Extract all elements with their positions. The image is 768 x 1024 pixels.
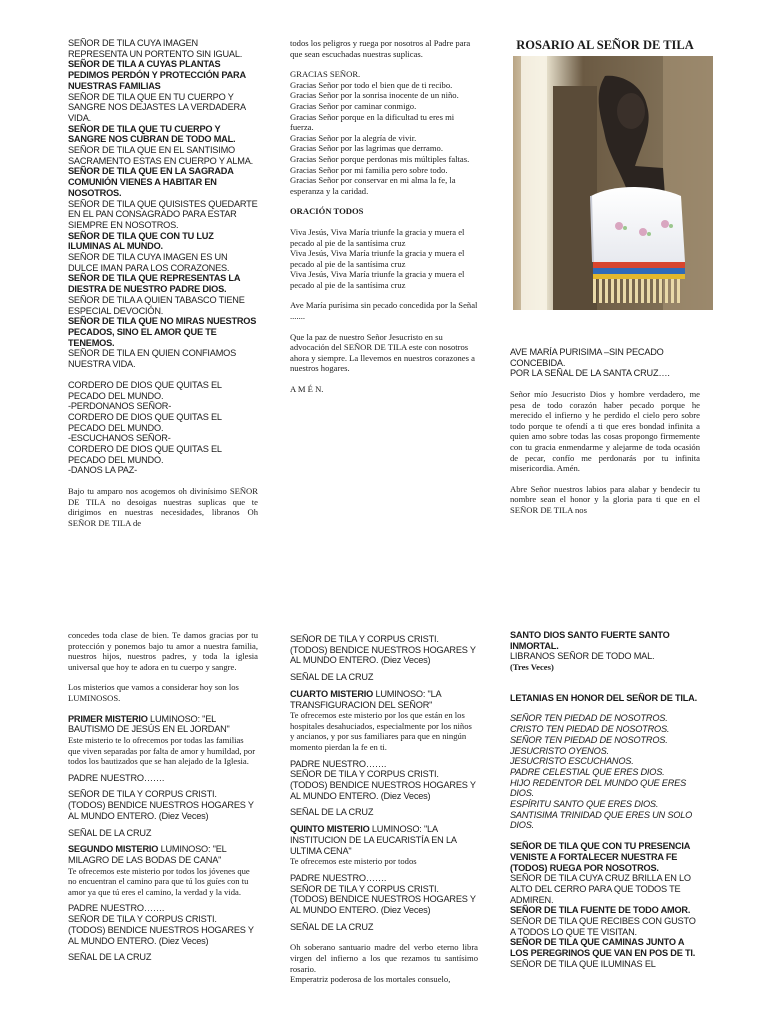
text-line: Gracias Señor por mi familia pero sobre todo. [290, 164, 448, 175]
text-line: PRIMER MISTERIO LUMINOSO: "EL BAUTISMO DE JESÚS EN EL JORDAN" [68, 713, 230, 735]
text-line: SEÑOR DE TILA A CUYAS PLANTAS PEDIMOS PERDÓN Y PROTECCIÓN PARA NUESTRAS FAMILIAS [68, 59, 246, 91]
panel-2 [290, 38, 478, 558]
text-line: CRISTO TEN PIEDAD DE NOSOTROS. [510, 724, 670, 735]
text-line: PADRE NUESTRO……. [68, 772, 165, 783]
text-line: Emperatriz poderosa de los mortales consuelo, [290, 974, 451, 985]
text-line: Gracias Señor por caminar conmigo. [290, 100, 417, 111]
text-line: Ave María purísima sin pecado concedida por la Señal ....... [290, 300, 478, 322]
text-line: SANTISIMA TRINIDAD QUE ERES UN SOLO DIOS. [510, 809, 693, 831]
text-line: Gracias Señor por todo el bien que de ti recibo. [290, 79, 453, 90]
text-line: -PERDONANOS SEÑOR- [68, 401, 172, 412]
panel-1-text [68, 38, 258, 529]
crucifix-figure-image [513, 56, 713, 310]
text-line: Te ofrecemos este misterio por todos [290, 856, 417, 867]
text-line [510, 703, 700, 713]
text-line: (Tres Veces) [510, 662, 554, 673]
text-line: SEÑOR DE TILA QUE QUISISTES QUEDARTE EN EL PAN CONSAGRADO PARA ESTAR SIEMPRE EN NOSOTROS. [68, 198, 258, 230]
text-line: PADRE NUESTRO……. [290, 758, 387, 769]
text-line [290, 322, 478, 332]
text-line: PADRE NUESTRO……. [290, 872, 387, 883]
text-line: SEÑOR TEN PIEDAD DE NOSOTROS. [510, 713, 668, 724]
panel-5-text [290, 634, 478, 985]
text-line: Este misterio te lo ofrecemos por todas las familias que viven separadas por falta de amor y humildad, por todos los bautizados que se han alejado de la Iglesia. [68, 734, 256, 767]
text-line: SEÑAL DE LA CRUZ [68, 952, 152, 963]
panel-4-text [68, 630, 258, 963]
text-line [510, 474, 700, 484]
text-line: A M É N. [290, 384, 324, 395]
panel-6 [510, 630, 700, 1024]
text-line: Te ofrecemos este misterio por los que están en los hospitales desahuciados, especialmente por los niños y ancianos, y por sus familiares para que en ningún momento pierdan la fe en ti. [290, 710, 472, 752]
text-line [68, 370, 258, 380]
text-line: Gracias Señor porque en la dificultad tu eres mi fuerza. [290, 111, 455, 133]
text-line [68, 672, 258, 682]
text-line [510, 673, 700, 683]
text-line: SEGUNDO MISTERIO LUMINOSO: "EL MILAGRO DE LAS BODAS DE CANA" [68, 844, 227, 865]
text-line: (TODOS) BENDICE NUESTROS HOGARES Y AL MUNDO ENTERO. (Diez Veces) [290, 780, 476, 801]
text-line: SEÑOR DE TILA FUENTE DE TODO AMOR. [510, 905, 691, 916]
text-line: SEÑAL DE LA CRUZ [68, 827, 152, 838]
text-line: PADRE CELESTIAL QUE ERES DIOS. [510, 766, 665, 777]
panel-3-body [510, 347, 700, 557]
text-line: SEÑOR DE TILA QUE NO MIRAS NUESTROS PECADOS, SINO EL AMOR QUE TE TENEMOS. [68, 316, 257, 348]
text-line: AVE MARÍA PURISIMA –SIN PECADO CONCEBIDA. [510, 347, 664, 368]
text-line: SEÑOR DE TILA A QUIEN TABASCO TIENE ESPECIAL DEVOCIÓN. [68, 294, 245, 316]
senor-de-tila-photo [513, 56, 713, 310]
text-line: SEÑOR DE TILA QUE EN EL SANTISIMO SACRAMENTO ESTAS EN CUERPO Y ALMA. [68, 145, 253, 166]
text-line: -ESCUCHANOS SEÑOR- [68, 433, 171, 444]
text-line: (TODOS) BENDICE NUESTROS HOGARES Y AL MUNDO ENTERO. (Diez Veces) [290, 644, 476, 666]
panel-3-text [510, 347, 700, 516]
text-line [290, 932, 478, 942]
text-line: SEÑOR DE TILA QUE CON TU LUZ ILUMINAS AL MUNDO. [68, 230, 214, 252]
text-line: Te ofrecemos este misterio por todos los jóvenes que no encuentran el camino para que tú los guíes con tu amor ya que tú eres el camino, la verdad y la vida. [68, 865, 250, 897]
text-line: Gracias Señor por conservar en mi alma la fe, la esperanza y la caridad. [290, 175, 456, 196]
text-line [68, 704, 258, 714]
text-line: SEÑOR DE TILA Y CORPUS CRISTI. [290, 883, 439, 894]
text-line: JESUCRISTO ESCUCHANOS. [510, 756, 634, 767]
text-line: Que la paz de nuestro Señor Jesucristo en su advocación del SEÑOR DE TILA este con nosotros ahora y siempre. La llevemos en nuestros corazones a nuestros hogares. [290, 331, 475, 374]
text-line: LIBRANOS SEÑOR DE TODO MAL. [510, 651, 655, 662]
text-line: POR LA SEÑAL DE LA SANTA CRUZ…. [510, 368, 670, 379]
text-line: GRACIAS SEÑOR. [290, 69, 361, 80]
text-line: SEÑOR DE TILA CUYA IMAGEN ES UN DULCE IMAN PARA LOS CORAZONES. [68, 252, 230, 273]
text-line: CORDERO DE DIOS QUE QUITAS EL PECADO DEL MUNDO. [68, 379, 222, 401]
text-line: SEÑOR DE TILA Y CORPUS CRISTI. [290, 769, 439, 780]
panel-3-title: ROSARIO AL SEÑOR DE TILA [516, 38, 694, 52]
text-line: CORDERO DE DIOS QUE QUITAS EL PECADO DEL MUNDO. [68, 411, 222, 433]
text-line: SEÑOR DE TILA Y CORPUS CRISTI. [68, 914, 217, 925]
text-line: ESPÍRITU SANTO QUE ERES DIOS. [510, 799, 659, 810]
text-line [290, 290, 478, 300]
text-line: SEÑOR DE TILA QUE ILUMINAS EL [510, 958, 656, 969]
text-line: Gracias Señor porque perdonas mis múltiples faltas. [290, 153, 470, 164]
text-line: (TODOS) BENDICE NUESTROS HOGARES Y AL MUNDO ENTERO. (Diez Veces) [68, 924, 254, 946]
text-line: (TODOS) BENDICE NUESTROS HOGARES Y AL MUNDO ENTERO. (Diez Veces) [290, 894, 476, 915]
text-line: concedes toda clase de bien. Te damos gracias por tu protección y ponemos bajo tu amor a nuestra familia, nuestros hijos, nuestros padres, y toda la iglesia universal que hoy te adora en tu cuerpo y sangre. [68, 630, 258, 672]
text-line: SEÑOR DE TILA Y CORPUS CRISTI. [290, 634, 439, 644]
panel-2-text [290, 38, 478, 395]
text-line: Abre Señor nuestros labios para alabar y bendecir tu nombre sean el honor y la gloria para ti que en el SEÑOR DE TILA nos [510, 483, 700, 516]
text-line: CORDERO DE DIOS QUE QUITAS EL PECADO DEL MUNDO. [68, 444, 222, 465]
text-line: SEÑOR DE TILA CUYA CRUZ BRILLA EN LO ALTO DEL CERRO PARA QUE TODOS TE ADMIREN. [510, 873, 691, 905]
text-line: -DANOS LA PAZ- [68, 465, 138, 476]
text-line: ORACIÓN TODOS [290, 206, 364, 217]
text-line: SEÑOR DE TILA Y CORPUS CRISTI. [68, 789, 217, 800]
text-line: SEÑOR DE TILA EN QUIEN CONFIAMOS NUESTRA VIDA. [68, 348, 237, 370]
text-line: SEÑOR DE TILA QUE REPRESENTAS LA DIESTRA DE NUESTRO PADRE DIOS. [68, 273, 240, 295]
text-line: Viva Jesús, Viva María triunfe la gracia y muera el pecado al pie de la santísima cruz [290, 248, 465, 269]
text-line: Gracias Señor por la alegría de vivir. [290, 132, 417, 143]
text-line: PADRE NUESTRO……. [68, 903, 165, 914]
text-line: CUARTO MISTERIO LUMINOSO: "LA TRANSFIGURACION DEL SEÑOR" [290, 688, 441, 710]
text-line [510, 379, 700, 389]
text-line: QUINTO MISTERIO LUMINOSO: "LA INSTITUCION DE LA EUCARISTÍA EN LA ULTIMA CENA" [290, 824, 457, 856]
text-line: SANTO DIOS SANTO FUERTE SANTO INMORTAL. [510, 630, 670, 651]
text-line: SEÑAL DE LA CRUZ [290, 921, 374, 932]
text-line: HIJO REDENTOR DEL MUNDO QUE ERES DIOS. [510, 777, 687, 799]
text-line [290, 59, 478, 69]
text-line: SEÑOR DE TILA QUE RECIBES CON GUSTO A TODOS LO QUE TE VISITAN. [510, 916, 696, 937]
text-line [290, 374, 478, 384]
text-line: SEÑOR DE TILA QUE TU CUERPO Y SANGRE NOS CUBRAN DE TODO MAL. [68, 123, 236, 145]
text-line [510, 683, 700, 693]
text-line: SEÑOR TEN PIEDAD DE NOSOTROS. [510, 734, 668, 745]
text-line: Oh soberano santuario madre del verbo eterno libra virgen del infierno a los que rezamos tu santísimo rosario. [290, 942, 478, 974]
panel-4 [68, 630, 258, 1024]
text-line: SEÑAL DE LA CRUZ [290, 807, 374, 818]
text-line: Los misterios que vamos a considerar hoy son los LUMINOSOS. [68, 682, 239, 703]
text-line: Señor mío Jesucristo Dios y hombre verdadero, me pesa de todo corazón haber pecado porque he merecido el infierno y he perdido el cielo pero sobre todo porque te ofendí a ti que eres bondad infinita a quien amo sobre todas las cosas propongo firmemente con tu gracia enmendarme y alejarme de toda ocasión de pecar, confío me perdonarás por tu infinita misericordia. Amén. [510, 389, 700, 474]
text-line: Gracias Señor por la sonrisa inocente de un niño. [290, 90, 459, 101]
text-line: JESUCRISTO OYENOS. [510, 745, 609, 756]
panel-5 [290, 634, 478, 1024]
text-line: Gracias Señor por las lagrimas que derramo. [290, 143, 443, 154]
text-line: SEÑOR DE TILA QUE CAMINAS JUNTO A LOS PEREGRINOS QUE VAN EN POS DE TI. [510, 937, 696, 959]
text-line: LETANIAS EN HONOR DEL SEÑOR DE TILA. [510, 692, 697, 703]
text-line: Bajo tu amparo nos acogemos oh divinísimo SEÑOR DE TILA no desoigas nuestras suplicas que te dirigimos en nuestras necesidades, libranos Oh SEÑOR DE TILA de [68, 486, 258, 528]
text-line [68, 476, 258, 486]
text-line: SEÑOR DE TILA CUYA IMAGEN REPRESENTA UN PORTENTO SIN IGUAL. [68, 38, 243, 59]
text-line: SEÑOR DE TILA QUE EN TU CUERPO Y SANGRE NOS DEJASTES LA VERDADERA VIDA. [68, 91, 246, 123]
panel-6-text [510, 630, 700, 970]
text-line [290, 196, 478, 206]
panel-1 [68, 38, 258, 558]
text-line: todos los peligros y ruega por nosotros al Padre para que sean escuchadas nuestras suplicas. [290, 38, 471, 59]
text-line: SEÑOR DE TILA QUE CON TU PRESENCIA VENISTE A FORTALECER NUESTRA FE (TODOS) RUEGA POR NOSOTROS. [510, 841, 690, 873]
text-line: SEÑAL DE LA CRUZ [290, 672, 374, 683]
text-line [510, 831, 700, 841]
text-line [290, 217, 478, 227]
text-line: (TODOS) BENDICE NUESTROS HOGARES Y AL MUNDO ENTERO. (Diez Veces) [68, 800, 254, 821]
text-line: Viva Jesús, Viva María triunfe la gracia y muera el pecado al pie de la santísima cruz [290, 269, 465, 290]
text-line: SEÑOR DE TILA QUE EN LA SAGRADA COMUNIÓN VIENES A HABITAR EN NOSOTROS. [68, 166, 234, 198]
text-line: Viva Jesús, Viva María triunfe la gracia y muera el pecado al pie de la santísima cruz [290, 226, 465, 248]
